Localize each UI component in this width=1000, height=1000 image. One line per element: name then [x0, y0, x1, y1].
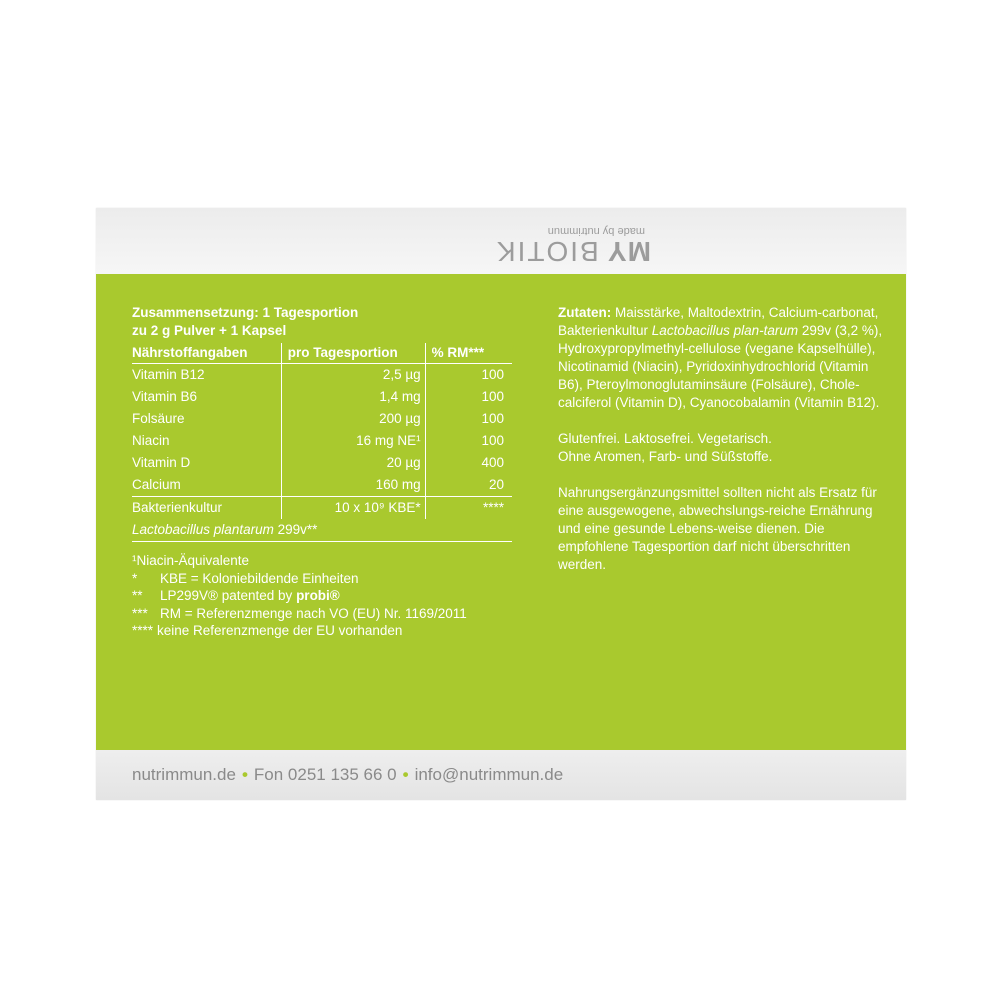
nutrient-rm: 100 [481, 433, 504, 448]
nutrient-rm: 100 [481, 389, 504, 404]
culture-amount: 10 x 10⁹ KBE* [281, 497, 425, 520]
nutrient-rm: 400 [481, 455, 504, 470]
table-row [132, 386, 512, 408]
ingredients-section [558, 304, 888, 592]
footnote [132, 605, 512, 623]
probi-brand: probi® [296, 588, 340, 603]
nutrient-name: Folsäure [132, 411, 185, 426]
footnote-text: RM = Referenzmenge nach VO (EU) Nr. 1169/2011 [160, 605, 467, 621]
footnote [132, 587, 512, 605]
ingredients-text-b: 299v (3,2 %), Hydroxypropylmethyl-cellulose (vegane Kapselhülle), Nicotinamid (Niacin), Pyridoxinhydrochlorid (Vitamin B6), Pteroylmonoglutaminsäure (Folsäure), Chole-calciferol (Vitamin D), Cyanocobalamin (Vitamin B12). [558, 323, 883, 410]
claims-line2: Ohne Aromen, Farb- und Süßstoffe. [558, 449, 773, 464]
disclaimer-paragraph: Nahrungsergänzungsmittel sollten nicht als Ersatz für eine ausgewogene, abwechslungs-reiche Ernährung und eine gesunde Lebens-weise dienen. Die empfohlene Tagesportion darf nicht überschritten werden. [558, 485, 877, 572]
nutrient-amount: 1,4 mg [281, 386, 425, 408]
ingredients-text-a: Maisstärke, Maltodextrin, Calcium-carbonat, Bakterienkultur [558, 305, 879, 338]
nutrient-name: Niacin [132, 433, 170, 448]
separator-dot: • [241, 765, 248, 784]
table-row-species [132, 519, 512, 542]
claims-paragraph [558, 430, 888, 466]
nutrient-rm: 100 [481, 411, 504, 426]
footnote-text: KBE = Koloniebildende Einheiten [160, 570, 359, 586]
footnotes [132, 552, 512, 640]
species-suffix: 299v** [273, 522, 318, 537]
brand-logo [361, 225, 651, 267]
footnote-mark: **** [132, 623, 154, 638]
species-cell [132, 519, 425, 542]
box-lid [96, 208, 906, 274]
nutrient-rm: 20 [488, 477, 504, 492]
phone-number: Fon 0251 135 66 0 [253, 765, 397, 784]
header-per-portion: pro Tagesportion [281, 343, 425, 364]
table-row [132, 452, 512, 474]
footnote [132, 570, 512, 588]
contact-band [96, 750, 906, 800]
logo-brand-thin: BIOTIK [494, 236, 599, 267]
composition-heading-line2: zu 2 g Pulver + 1 Kapsel [132, 323, 287, 338]
composition-heading-line1: Zusammensetzung: 1 Tagesportion [132, 305, 359, 320]
nutrient-name: Vitamin D [132, 455, 191, 470]
ingredients-paragraph [558, 304, 888, 412]
table-row [132, 474, 512, 497]
culture-rm: **** [425, 497, 512, 520]
nutrient-amount: 200 µg [281, 408, 425, 430]
nutrient-amount: 20 µg [281, 452, 425, 474]
header-rm: % RM*** [425, 343, 512, 364]
nutrition-table [132, 343, 512, 542]
email-link[interactable]: info@nutrimmun.de [414, 765, 564, 784]
table-row-culture [132, 497, 512, 520]
nutrient-amount: 16 mg NE¹ [281, 430, 425, 452]
footnote-mark: ** [132, 588, 143, 603]
footnote [132, 622, 512, 640]
claims-line1: Glutenfrei. Laktosefrei. Vegetarisch. [558, 431, 772, 446]
nutrient-name: Calcium [132, 477, 181, 492]
ingredients-italic: Lactobacillus plan-tarum [651, 323, 799, 338]
table-header-row [132, 343, 512, 364]
ingredients-label: Zutaten: [558, 305, 612, 320]
footnote-text: Niacin-Äquivalente [136, 553, 250, 568]
footnote-text [160, 587, 340, 605]
nutrient-amount: 160 mg [281, 474, 425, 497]
nutrient-name: Vitamin B12 [132, 367, 205, 382]
culture-name: Bakterienkultur [132, 497, 281, 520]
table-row [132, 408, 512, 430]
species-empty-cell [425, 519, 512, 542]
table-row [132, 430, 512, 452]
website-link[interactable]: nutrimmun.de [132, 765, 236, 784]
footnote-mark: * [132, 570, 138, 586]
logo-tagline: made by nutrimmun [547, 225, 645, 237]
footnote-mark: ¹ [132, 553, 137, 568]
species-name: Lactobacillus plantarum [132, 522, 274, 537]
footnote-text-part: LP299V® patented by [160, 588, 297, 603]
footnote [132, 552, 512, 570]
nutrient-amount: 2,5 µg [281, 364, 425, 387]
footnote-text: keine Referenzmenge der EU vorhanden [157, 623, 403, 638]
table-row [132, 364, 512, 387]
header-nutrient: Nährstoffangaben [132, 343, 281, 364]
contact-line [96, 765, 563, 785]
separator-dot: • [402, 765, 409, 784]
composition-section [132, 304, 512, 640]
nutrient-rm: 100 [481, 367, 504, 382]
product-box-back [96, 208, 906, 800]
logo-brand-bold: MY [607, 236, 651, 267]
footnote-mark: *** [132, 605, 148, 621]
nutrient-name: Vitamin B6 [132, 389, 198, 404]
